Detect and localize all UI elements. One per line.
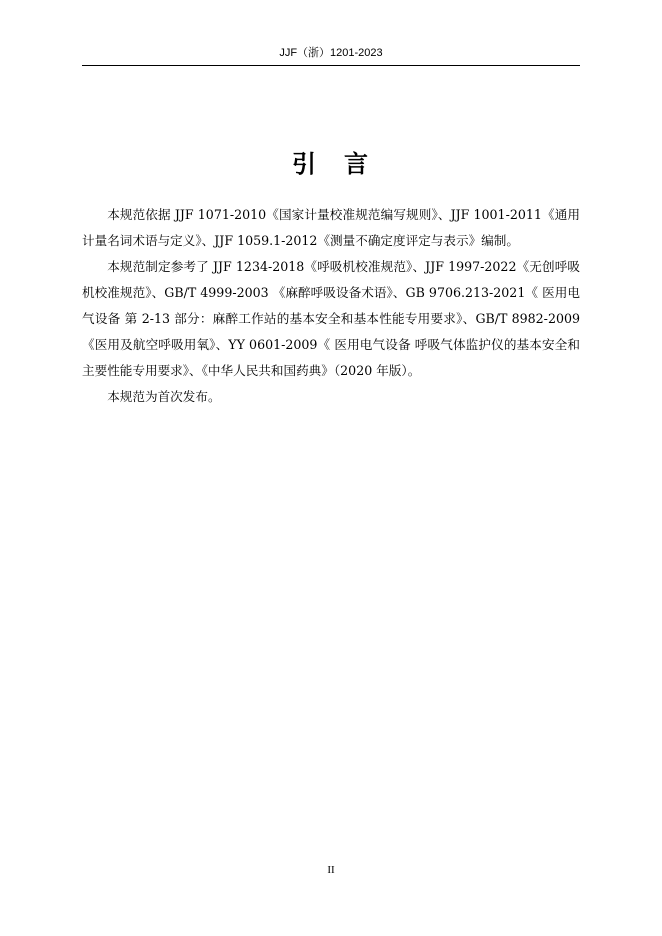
paragraph-first-release: 本规范为首次发布。 bbox=[107, 389, 221, 404]
title-char-1: 引 bbox=[292, 150, 318, 178]
paragraph-basis: 本规范依据 JJF 1071-2010《国家计量校准规范编写规则》、JJF 1001-2011《通用计量名词术语与定义》、JJF 1059.1-2012《测量不确定度评定与表示》编制。 bbox=[82, 207, 580, 248]
page-number-value: II bbox=[327, 864, 335, 876]
paragraph-references: 本规范制定参考了 JJF 1234-2018《呼吸机校准规范》、JJF 1997-2022《无创呼吸机校准规范》、GB/T 4999-2003 《麻醉呼吸设备术语》、GB 9706.213-2021《 医用电气设备 第 2-13 部分：麻醉工作站的基本安全和基本性能专用要求》、GB/T 8982-2009《医用及航空呼吸用氧》、YY 0601-2009《 医用电气设备 呼吸气体监护仪的基本安全和主要性能专用要求》、《中华人民共和国药典》（2020 年版）。 bbox=[82, 259, 580, 378]
page-header bbox=[82, 44, 580, 66]
standard-code: JJF（浙）1201-2023 bbox=[279, 47, 383, 59]
page-number bbox=[82, 862, 580, 878]
title-char-2: 言 bbox=[344, 150, 370, 178]
introduction-body bbox=[82, 202, 580, 410]
page-title bbox=[82, 144, 580, 184]
